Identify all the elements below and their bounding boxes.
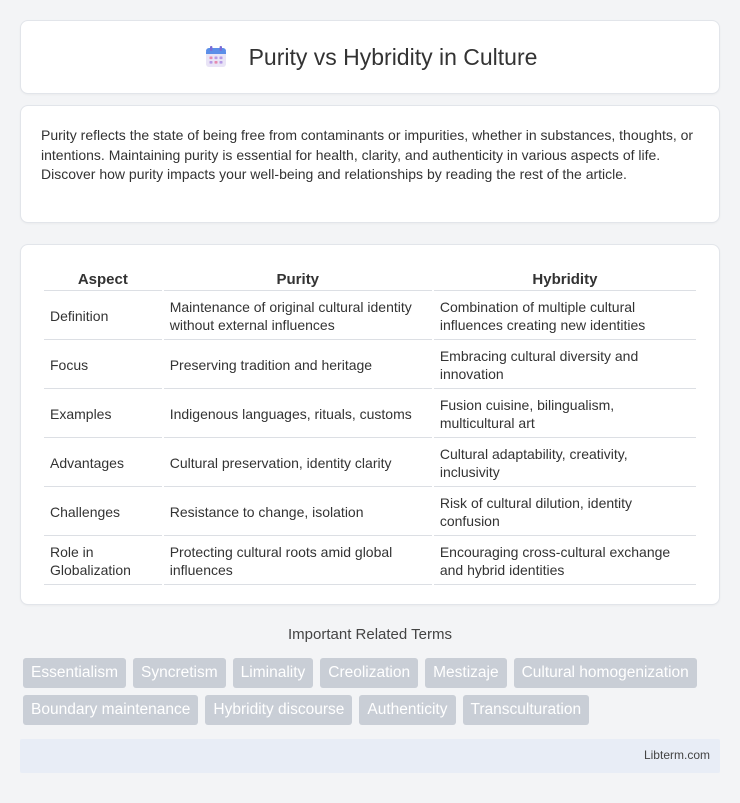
cell-purity: Resistance to change, isolation (164, 489, 432, 536)
cell-hybridity: Risk of cultural dilution, identity confusion (434, 489, 696, 536)
calendar-icon (203, 44, 229, 70)
cell-hybridity: Cultural adaptability, creativity, inclusivity (434, 440, 696, 487)
table-row (44, 342, 696, 389)
table-row (44, 489, 696, 536)
header-aspect: Aspect (44, 267, 162, 291)
tag-authenticity[interactable]: Authenticity (359, 695, 455, 725)
intro-paragraph: Purity reflects the state of being free from contaminants or impurities, whether in substances, thoughts, or intentions. Maintaining purity is essential for health, clarity, and authenticity in various aspects of life. Discover how purity impacts your well-being and relationships by reading the rest of the article. (41, 127, 694, 182)
cell-hybridity: Encouraging cross-cultural exchange and hybrid identities (434, 538, 696, 585)
cell-aspect: Advantages (44, 440, 162, 487)
cell-aspect: Focus (44, 342, 162, 389)
cell-purity: Preserving tradition and heritage (164, 342, 432, 389)
tag-mestizaje[interactable]: Mestizaje (425, 658, 506, 688)
related-terms-list (23, 658, 723, 725)
tag-syncretism[interactable]: Syncretism (133, 658, 226, 688)
header-hybridity: Hybridity (434, 267, 696, 291)
table-row (44, 538, 696, 585)
cell-purity: Cultural preservation, identity clarity (164, 440, 432, 487)
cell-hybridity: Embracing cultural diversity and innovation (434, 342, 696, 389)
tag-transculturation[interactable]: Transculturation (463, 695, 590, 725)
tag-creolization[interactable]: Creolization (320, 658, 418, 688)
related-terms-title: Important Related Terms (288, 626, 452, 643)
page-title: Purity vs Hybridity in Culture (248, 43, 538, 70)
tag-cultural-homogenization[interactable]: Cultural homogenization (514, 658, 697, 688)
table-row (44, 293, 696, 340)
cell-aspect: Challenges (44, 489, 162, 536)
tag-hybridity-discourse[interactable]: Hybridity discourse (205, 695, 352, 725)
tag-liminality[interactable]: Liminality (233, 658, 314, 688)
table-header-row (44, 267, 696, 291)
header-purity: Purity (164, 267, 432, 291)
cell-hybridity: Combination of multiple cultural influences creating new identities (434, 293, 696, 340)
cell-aspect: Definition (44, 293, 162, 340)
comparison-table-card (20, 244, 720, 605)
footer (20, 739, 720, 773)
cell-purity: Protecting cultural roots amid global influences (164, 538, 432, 585)
comparison-table (42, 265, 698, 587)
footer-site-link[interactable]: Libterm.com (643, 748, 710, 762)
cell-purity: Maintenance of original cultural identity without external influences (164, 293, 432, 340)
cell-purity: Indigenous languages, rituals, customs (164, 391, 432, 438)
tag-boundary-maintenance[interactable]: Boundary maintenance (23, 695, 198, 725)
tag-essentialism[interactable]: Essentialism (23, 658, 126, 688)
cell-aspect: Role in Globalization (44, 538, 162, 585)
intro-card (20, 105, 720, 223)
cell-hybridity: Fusion cuisine, bilingualism, multicultural art (434, 391, 696, 438)
title-card (20, 20, 720, 94)
table-row (44, 391, 696, 438)
cell-aspect: Examples (44, 391, 162, 438)
table-row (44, 440, 696, 487)
